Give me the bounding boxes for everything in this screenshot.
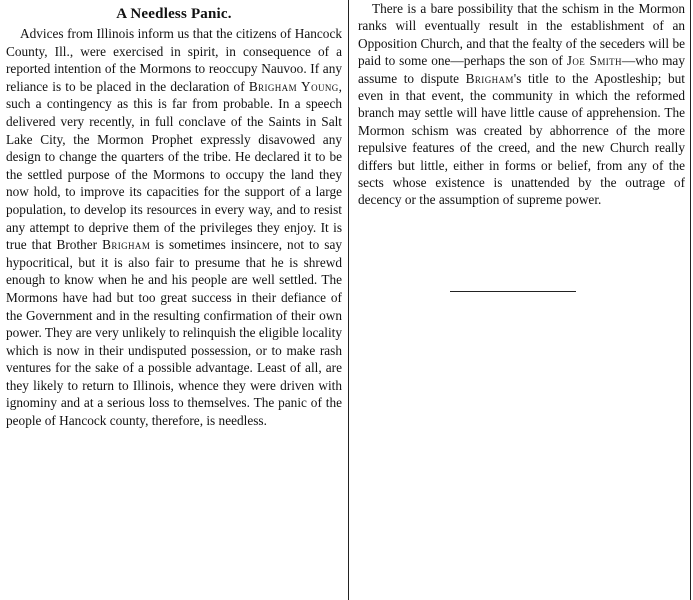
column-divider-right xyxy=(690,0,691,600)
paragraph-text-1b: , such a contingency as this is far from probable. In a speech delivered very recently, in full conclave of the Saints in Salt Lake City, the Mormon Prophet expressly disavowed any design to change the quarters of the tribe. He declared it to be the settled purpose of the Mormons to occupy the land they now hold, to improve its capacities for the support of a large population, to develop its resources in every way, and to resist any attempt to deprive them of the privileges they enjoy. It is true that Brother xyxy=(6,78,342,253)
left-column xyxy=(6,0,342,600)
column-divider xyxy=(348,0,349,600)
article-paragraph xyxy=(6,25,342,430)
name-joe-smith: Joe Smith xyxy=(566,53,622,69)
paragraph-text-2b: —who may assume to dispute xyxy=(358,53,685,86)
name-brighams: Brigham xyxy=(465,70,514,86)
right-column xyxy=(358,0,685,300)
article-end-rule xyxy=(450,291,576,292)
name-brigham: Brigham xyxy=(102,237,151,253)
article-headline: A Needless Panic. xyxy=(116,6,232,22)
article-paragraph-continued xyxy=(358,0,685,209)
name-brigham-young: Brigham Young xyxy=(248,78,339,94)
paragraph-text-1c: is sometimes insincere, not to say hypocritical, but it is also fair to presume that he is shrewd enough to know when he and his people are well settled. The Mormons have had but too great success in their defiance of the Government and in the resulting confirmation of their own power. They are very unlikely to relinquish the eligible locality which is now in their undisputed possession, or to make rash ventures for the sake of a possible advantage. Least of all, are they likely to return to Illinois, whence they were driven with ignominy and at a serious loss to themselves. The panic of the people of Hancock county, therefore, is needless. xyxy=(6,237,342,429)
paragraph-text-2c: 's title to the Apostleship; but even in that event, the community in which the reformed branch may settle will have little cause of apprehension. The Mormon schism was created by abhorrence of the more repulsive features of the creed, and the new Church really differs but little, either in forms or belief, from any of the sects whose existence is unattended by the outrage of decency or the assumption of supreme power. xyxy=(358,70,685,208)
paragraph-text-1a: Advices from Illinois inform us that the citizens of Hancock County, Ill., were exercised in spirit, in consequence of a reported intention of the Mormons to reoccupy Nauvoo. If any reliance is to be placed in the declaration of xyxy=(6,26,342,94)
paragraph-text-2a: There is a bare possibility that the schism in the Mormon ranks will eventually result in the establishment of an Opposition Church, and that the fealty of the seceders will be paid to some one—perhaps the son of xyxy=(358,1,685,69)
